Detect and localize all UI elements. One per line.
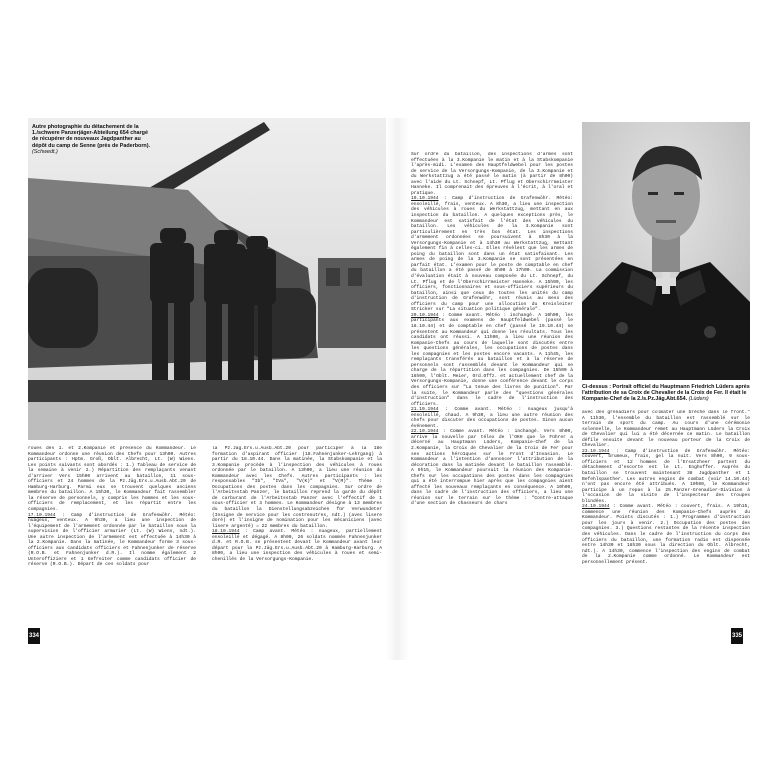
left-col1-text-b: : Camp d'instruction de Grafenwöhr. Météo: nuageux, venteux. A 9h30, a lieu une inspection de l'équipement de l'armement ordonnée par le bataillon sous la supervision de l'officier armurier (Lt. (W) Wiens, ndt.). Une autre inspection de l'armement est effectuée à 14h30 à la 2.Kompanie. Dans la matinée, le Kommandeur forme 3 sous-officiers aux candidats officiers et Fahnenjunker de réserve (R.O.B. et Fahnenjunker d.R.). Il nomme également 2 Unteroffiziere et 1 Gefreiter comme candidats officier de réserve (R.O.B.). Départ de ces soldats pour xyxy=(28,512,196,568)
caption-credit: (Lüders) xyxy=(688,396,709,403)
date-24-10: 24.10.1944 xyxy=(582,504,610,510)
date-22-10: 22.10.1944 xyxy=(411,429,439,435)
left-col2-text-b: : Camp avant. Météo : nuageux, partiellement ensoleillé et dégagé. A 8h00, 26 soldats nommés Fahnenjunker d.R. et R.O.B. se présentent devant le Kommandeur avant leur départ pour la Pz.Jäg.Ers.u.Ausb.Abt.20 à Hamburg-Harburg. A 8h00, a lieu une inspection des véhicules à roues et semi-chenillés de la Versorgungs-Kompanie. xyxy=(212,529,382,562)
right-page xyxy=(409,118,767,660)
left-photo-caption xyxy=(32,124,154,155)
right-col2-text-c: : Comme avant. Météo : couvert, frais. A 19h15, commence une réunion des Kompanie-Chefs auprès du Kommandeur. Points discutés : 1.) Programmes d'instruction pour les jours à venir. 2.) Occupation des postes des compagnies. 3.) Questions restantes de la récente inspection des véhicules. Dans le cadre de l'instruction du corps des officiers du bataillon, une formation radio est dispensée entre 14h30 et 18h30 sous la direction du Oblt. Albrecht, ndt.). A 14h30, commence l'inspection des engins de combat de la 2.Kompanie comme ordonné. Le Kommandeur est personnellement présent. xyxy=(582,504,750,565)
left-page xyxy=(28,118,386,660)
caption-main: Ci-dessus : Portrait officiel du Hauptmann Friedrich Lüders après l'attribution de sa Croix de Chevalier de la Croix de Fer. Il était le Kompanie-Chef de la 2./s.Pz.Jäg.Abt.654. xyxy=(582,384,750,403)
date-17-10: 17.10.1944 xyxy=(28,512,56,518)
right-col2-text: avec des grenadiers pour colmater une brèche dans le front." A 11h30, l'ensemble du bataillon est rassemblé sur le terrain de sport du camp. Au cours d'une cérémonie solennelle, le Kommandeur remet au Hauptmann Lüders la Croix de Chevalier qui lui a été décernée ce matin. Le bataillon défile ensuite devant le nouveau porteur de la Croix de Chevalier. xyxy=(582,410,750,449)
right-col1-text-e: : Comme avant. Météo : inchangé. Vers 8h00, arrive la nouvelle par télex de l'OKH que le Führer a décerné au Hauptmann Lüders, Kompanie-Chef de la 2.Kompanie, la Croix de Chevalier de la Croix de Fer pour ses actions héroïques sur le Front d'Invasion. Le Kommandeur a l'intention d'annoncer l'attribution de la décoration dans la matinée devant le bataillon rassemblé. A 9h15, le Kommandeur poursuit la réunion des Kompanie-Chefs sur les occupations des postes dans les compagnies qui a été interrompue hier après que les compagnies aient affecté les nouveaux remplaçants en conséquence. A 10h00, dans le cadre de l'instruction des officiers, a lieu une réunion sur le terrain sur le thème : "Contre-attaque d'une section de chasseurs de chars xyxy=(411,429,573,507)
right-col1-text-b: : Camp d'instruction de Grafenwöhr. Météo: ensoleillé, frais, venteux. A 8h30, a lieu une inspection des véhicules à roues du Werkstattzug, mettant en aux inspection du bataillon. A quelques exceptions près, le Kommandeur est satisfait de l'état des véhicules du bataillon. Les véhicules de la 3.Kompanie sont particulièrement en très bon état. Les inspections d'armement ordonnées se poursuivent à 8h30 à la Versorgungs-Kompanie et à 14h30 au Werkstattzug, mettant également fin à celles-ci. Elles révèlent que les armes de poing du bataillon sont dans un état satisfaisant. Les armes de poing de la 3.Kompanie se sont présentées en parfait état. L'examen pour le poste de comptable en chef du bataillon a été passé de 8h00 à 17h00. La commission d'évaluation était à nouveau composée du Lt. Schnepf, du Lt. Pflug et de l'Oberschirrmeister Hanneke. A 15h00, les officiers, fonctionnaires et sous-officiers supérieurs du bataillon, ainsi que ceux de toutes les unités du camp d'instruction de Grafenwöhr, sont réunis au mess des officiers du camp pour une allocution du Kreisleiter Stricker sur "La situation politique générale". xyxy=(411,196,573,313)
right-col1-text: Sur ordre du bataillon, des inspections d'armes sont effectuées à la 3.Kompanie le matin et à la Stabskompanie l'après-midi. L'examen des Hauptfeldwebel pour les postes de service de la Versorgungs-Kompanie, de la 3.Kompanie et du Werkstattzug a été passé le matin (à partir de 8h00) avec l'aide du Lt. Schnepf, Lt. Pflug et Oberschirrmeister Hanneke. Il comprenait des épreuves à l'écrit, à l'oral et pratique. xyxy=(411,152,573,196)
right-text-column-2 xyxy=(582,410,750,656)
left-col2-text: la Pz.Jäg.Ers.u.Ausb.Abt.20 pour participer à la 18e formation d'aspirant officier (18.Fahnenjunker-Lehrgang) à partir du 18.10.44. Dans la matinée, la Stabskompanie et la 3.Kompanie procède à l'inspection des véhicules à roues ordonnée par le bataillon. A 13h00, a lieu une réunion du Kommandeur avec les Chefs. Autres participants : les responsables "Ib", "IVa", "V(K)" et "V(M)". Thème : Occupations des postes dans les compagnies. Sur ordre de l'Arbeitsstab Panzer, le bataillon reprend la garde du dépôt de carburant de l'Arbeitsstab Panzer avec l'effectif de 1 sous-officier et 3 hommes. Le Kommandeur désigne à 13 membres du bataillon la Dienstellungsabzeichen für Verwundeter (Insigne de service pour les contrenutres, ndt.) (avec lisere doré) et l'insigne de nomination pour les mécaniciens (avec lisere argenté) = 22 membres du bataillon. xyxy=(212,446,382,529)
right-col1-text-d: : Comme avant. Météo : nuageux jusqu'à ensoleillé, chaud. A 9h30, a lieu une autre réunion des chefs pour discuter des occupations de postes. Sinon aucun événement. xyxy=(411,407,573,429)
right-col2-text-b: : Camp d'instruction de Grafenwöhr. Météo: couvert, brumeux, frais, gel la nuit. Vers 8h00, 9 sous-officiers et 12 hommes de l'Ersatzheer partent du détachement d'escorte est le Lt. Enghoffer. Auprès du bataillon se trouvent maintenant 38 Jagdpanther et 1 Befehlspanther. Les autres engins de combat (voir 14.10.44) n'ont pas encore été attribués. A 10h00, le Kommandeur participe à un repas à la 25.Panzer-Grenadier-Division à l'occasion de la visite de l'inspecteur des troupes blindées. xyxy=(582,448,750,504)
date-21-10: 21.10.1944 xyxy=(411,407,439,413)
date-20-10: 20.10.1944 xyxy=(411,312,439,318)
left-col1-text: roues des 1. et 2.Kompanie et présence du Kommandeur. Le Kommandeur ordonne une réunion des Chefs pour 13h00. Autres participants : Hptm. Groß, Oblt. Albrecht, Lt. (W) Wiens. Les points suivants sont abordés : 1.) Tableau de service de la semaine à venir 2.) Répartition des remplaçants venant d'arriver Vers 15h00 arrivent au bataillon, 11 sous-officiers et 24 hommes de la Pz.Jäg.Ers.u.Ausb.Abt.20 de Hamburg-Harburg. Parmi eux se trouvent quelques anciens membres du bataillon. A 15h30, le Kommandeur fait rassembler la réserve de personnels, y compris les hommes et les sous-officiers de remplacement, et les répartit entre les compagnies. xyxy=(28,446,196,513)
right-text-column-1 xyxy=(411,152,573,657)
caption-credit: (Schwedt.) xyxy=(32,148,58,155)
page-number-left: 334 xyxy=(28,628,40,644)
soldiers-on-tank-photo xyxy=(28,118,386,440)
caption-main: Autre photographie du détachement de la 1./schwere Panzerjäger-Abteilung 654 chargé de récupérer de nouveaux Jagdpanther au dépôt du camp de Senne (près de Paderborn). xyxy=(32,124,151,149)
right-col1-text-c: : Comme avant. Météo : inchangé. A 10h00, les participants aux examens de Hauptfeldwebel (passé le 18.10.44) et de comptable en chef (passé le 19.10.44) se présentent au Kommandeur qui donne les résultats. Tous les candidats ont réussi. A 11h00, a lieu une réunion des Kompanie-Chefs au cours de laquelle sont discutés entre les questions générales, les occupations de postes dans les compagnies et les postes encore vacants. A 11h45, les remplaçants transférés au bataillon et à la réserve de personnels sont rassemblés devant le Kommandeur qui se charge de la répartition dans les compagnies. De 15h00 à 16h00, l'Oblt. Meier, Ord.Offz. et actuellement chef de la Versorgungs-Kompanie, donne une conférence devant le corps des officiers sur "La tenue des livres de punition". Par la suite, le Kommandeur parle des "questions générales d'instruction" dans le cadre de l'instruction des officiers. xyxy=(411,312,573,407)
left-text-column-2 xyxy=(212,446,382,656)
page-number-right: 335 xyxy=(731,628,743,644)
date-23-10: 23.10.1944 xyxy=(582,448,610,454)
left-text-column-1 xyxy=(28,446,196,656)
portrait-photo xyxy=(582,122,750,380)
date-19-10: 19.10.1944 xyxy=(411,196,439,202)
book-spine xyxy=(386,118,409,660)
date-18-10: 18.10.1944 xyxy=(212,529,240,535)
right-photo-caption xyxy=(582,384,750,403)
